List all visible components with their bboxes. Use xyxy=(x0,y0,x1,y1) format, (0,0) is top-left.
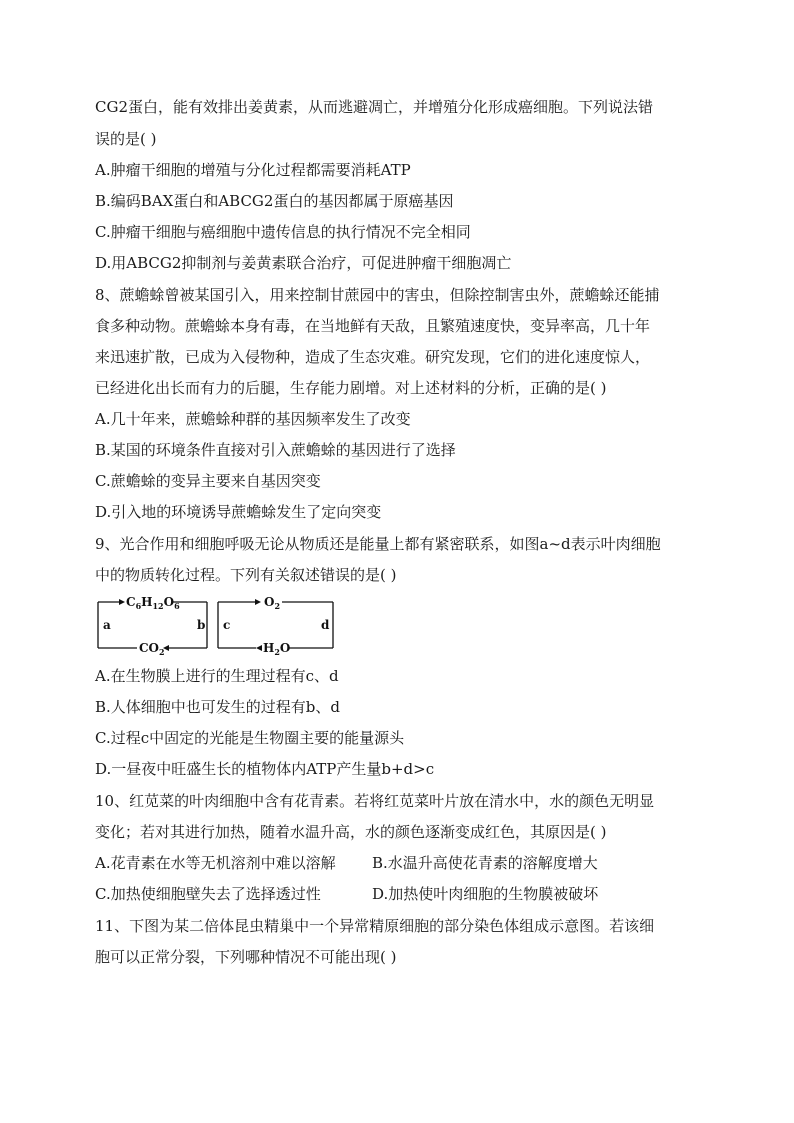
box2 xyxy=(218,595,333,656)
q9-option-a: A.在生物膜上进行的生理过程有c、d xyxy=(95,667,339,685)
q8-stem: 已经进化出长而有力的后腿，生存能力剧增。对上述材料的分析，正确的是( ) xyxy=(95,379,607,397)
q10-options-row-1 xyxy=(95,853,705,873)
svg-text:c: c xyxy=(223,618,231,632)
text-line: CG2蛋白，能有效排出姜黄素，从而逃避凋亡，并增殖分化形成癌细胞。下列说法错 xyxy=(95,98,654,116)
q10-stem: 10、红苋菜的叶肉细胞中含有花青素。若将红苋菜叶片放在清水中，水的颜色无明显 xyxy=(95,792,655,810)
q7-option-d: D.用ABCG2抑制剂与姜黄素联合治疗，可促进肿瘤干细胞凋亡 xyxy=(95,254,512,272)
svg-text:b: b xyxy=(197,618,206,632)
q9-option-b: B.人体细胞中也可发生的过程有b、d xyxy=(95,698,340,716)
q7-option-a: A.肿瘤干细胞的增殖与分化过程都需要消耗ATP xyxy=(95,161,411,179)
q9-stem: 9、光合作用和细胞呼吸无论从物质还是能量上都有紧密联系，如图a~d表示叶肉细胞 xyxy=(95,535,661,553)
q8-option-c: C.蔗蟾蜍的变异主要来自基因突变 xyxy=(95,472,321,490)
q11-stem: 11、下图为某二倍体昆虫精巢中一个异常精原细胞的部分染色体组成示意图。若该细 xyxy=(95,917,655,935)
svg-text:H2O: $H_2O$ xyxy=(263,641,291,656)
q8-stem: 食多种动物。蔗蟾蜍本身有毒，在当地鲜有天敌，且繁殖速度快，变异率高，几十年 xyxy=(95,317,651,335)
q7-option-b: B.编码BAX蛋白和ABCG2蛋白的基因都属于原癌基因 xyxy=(95,192,454,210)
q8-stem: 8、蔗蟾蜍曾被某国引入，用来控制甘蔗园中的害虫，但除控制害虫外，蔗蟾蜍还能捕 xyxy=(95,286,660,304)
svg-text:C6H12O6: $C_6H_{12}O_6$ xyxy=(126,595,180,611)
q8-stem: 来迅速扩散，已成为入侵物种，造成了生态灾难。研究发现，它们的进化速度惊人， xyxy=(95,348,651,366)
box1 xyxy=(98,595,207,656)
text-line: 误的是( ) xyxy=(95,130,157,148)
q10-option-a: A.花青素在水等无机溶剂中难以溶解 xyxy=(95,854,336,872)
q8-option-a: A.几十年来，蔗蟾蜍种群的基因频率发生了改变 xyxy=(95,410,411,428)
svg-text:O2: $O_2$ xyxy=(264,595,281,611)
q8-option-b: B.某国的环境条件直接对引入蔗蟾蜍的基因进行了选择 xyxy=(95,441,456,459)
q9-option-d: D.一昼夜中旺盛生长的植物体内ATP产生量b+d>c xyxy=(95,760,435,778)
q10-option-b: B.水温升高使花青素的溶解度增大 xyxy=(372,854,598,872)
q9-option-c: C.过程c中固定的光能是生物圈主要的能量源头 xyxy=(95,729,405,747)
svg-text:d: d xyxy=(321,618,330,632)
q10-option-c: C.加热使细胞壁失去了选择透过性 xyxy=(95,885,321,903)
q9-material-conversion-diagram xyxy=(97,594,337,656)
q10-option-d: D.加热使叶肉细胞的生物膜被破坏 xyxy=(372,885,599,903)
q7-option-c: C.肿瘤干细胞与癌细胞中遗传信息的执行情况不完全相同 xyxy=(95,223,471,241)
svg-text:CO2: $CO_2$ xyxy=(139,641,165,656)
svg-text:a: a xyxy=(103,618,111,632)
q11-stem: 胞可以正常分裂，下列哪种情况不可能出现( ) xyxy=(95,948,397,966)
q9-stem: 中的物质转化过程。下列有关叙述错误的是( ) xyxy=(95,566,397,584)
q10-options-row-2 xyxy=(95,884,705,904)
q8-option-d: D.引入地的环境诱导蔗蟾蜍发生了定向突变 xyxy=(95,503,382,521)
q10-stem: 变化；若对其进行加热，随着水温升高，水的颜色逐渐变成红色，其原因是( ) xyxy=(95,823,607,841)
